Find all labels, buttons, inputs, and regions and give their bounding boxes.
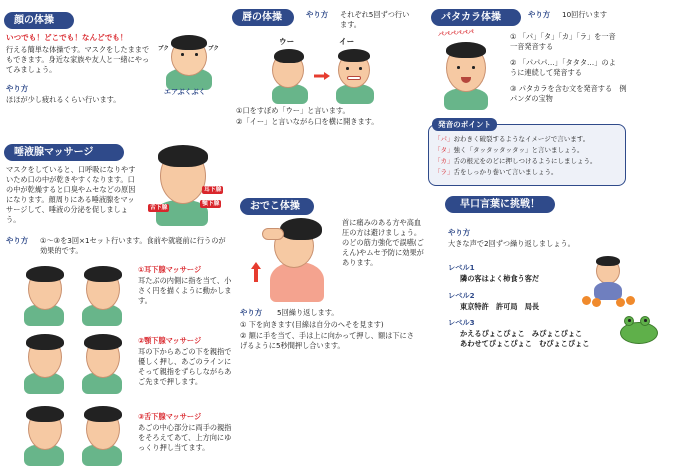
daeki-step-title: ①耳下腺マッサージ	[138, 265, 202, 274]
kuchibiru-how-label: やり方	[306, 10, 329, 19]
kao-illustration	[158, 28, 222, 92]
kuchibiru-illustration-i	[328, 46, 380, 104]
level-text: 東京特許 許可局 局長	[460, 302, 540, 311]
kao-how-text: ほほが少し疲れるくらい行います。	[6, 95, 121, 104]
hayakuchi-how-label: やり方	[448, 228, 471, 237]
daeki-description: マスクをしていると、口呼吸になりやすいため口の中が乾きやすくなります。口の中が乾燥すると口臭やムセなどの原因になります。顔周りにある唾液腺をマッサージして、唾液の分泌を促しましょう。	[6, 165, 136, 224]
gland-tag: 顎下腺	[202, 201, 220, 207]
kuchibiru-label-u: ウー	[279, 37, 295, 46]
pataka-step: ① 「パ」「タ」「カ」「ラ」を一音一音発音する	[510, 32, 616, 51]
kuchibiru-section-title: 唇の体操	[232, 9, 294, 26]
odeko-section-title: おでこ体操	[240, 198, 314, 215]
level-text: かえるぴょこぴょこ みぴょこぴょこ あわせてぴょこぴょこ むぴょこぴょこ	[460, 329, 590, 348]
kuchibiru-step: ①口をすぼめ「ウー」と言います。	[236, 106, 350, 115]
persimmon-person-illustration	[580, 256, 636, 306]
arrow-up-icon	[251, 262, 261, 282]
kuchibiru-how-text: それぞれ5回ずつ行います。	[340, 10, 410, 29]
gland-tag: 耳下腺	[204, 187, 222, 193]
pataka-step: ③ パタカラを含む文を発音する 例 パンダの宝物	[510, 84, 627, 103]
odeko-how-label: やり方	[240, 308, 263, 317]
pataka-section-title: パタカラ体操	[431, 9, 521, 26]
kao-fig-mark: プク	[158, 46, 169, 52]
kuchibiru-label-i: イー	[339, 37, 355, 46]
hayakuchi-section-title: 早口言葉に挑戦！	[445, 196, 555, 213]
pronunciation-point-title: 発音のポイント	[432, 118, 497, 131]
daeki-step2-illustration	[20, 332, 130, 394]
daeki-how-text: ①～③を3回×1セット行います。食前や就寝前に行うのが効果的です。	[40, 236, 226, 255]
hayakuchi-how-text: 大きな声で2回ずつ繰り返しましょう。	[448, 239, 575, 248]
kao-description: 行える簡単な体操です。マスクをしたままでもできます。身近な家族や友人と一緒にやってみましょう。	[6, 45, 150, 74]
odeko-description: 首に痛みのある方や高血圧の方は避けましょう。のどの筋力強化で誤嚥(ごえん)やムセ予防に効果があります。	[342, 218, 424, 267]
kao-fig-mark: プク	[208, 46, 219, 52]
daeki-step-title: ②顎下腺マッサージ	[138, 336, 202, 345]
pataka-fig-caption: パパパパパパ	[437, 28, 475, 39]
daeki-how-label: やり方	[6, 236, 29, 245]
pronunciation-point-item: 「ラ」舌をしっかり巻いて言いましょう。	[434, 168, 558, 176]
odeko-step: ① 下を向きます(目線は自分のへそを見ます)	[240, 320, 384, 329]
kuchibiru-step: ②「イー」と言いながら口を横に開きます。	[236, 117, 379, 126]
daeki-illustration	[142, 142, 228, 226]
level-label: レベル1	[448, 263, 475, 272]
pataka-how-text: 10回行います	[562, 10, 608, 19]
level-text: 隣の客はよく柿食う客だ	[460, 274, 540, 283]
pataka-how-label: やり方	[528, 10, 551, 19]
level-label: レベル3	[448, 318, 475, 327]
daeki-step1-illustration	[20, 264, 130, 326]
pataka-illustration	[436, 40, 496, 110]
odeko-step: ② 額に手を当て、手は上に向かって押し、額は下にさげるように5秒間押し合います。	[240, 331, 414, 350]
pronunciation-point-item: 「タ」強く「タッタッタッタッ」と言いましょう。	[434, 146, 584, 154]
pronunciation-point-item: 「パ」おわきく破裂するようなイメージで言います。	[434, 135, 590, 143]
pronunciation-point-item: 「カ」舌の根元をのどに押しつけるようにしましょう。	[434, 157, 597, 165]
kao-fig-caption: エアぶくぶく	[164, 88, 206, 96]
odeko-how-text: 5回繰り返します。	[277, 308, 339, 317]
pataka-step: ② 「パパパ…」「タタタ…」のように連続して発音する	[510, 58, 616, 77]
daeki-step-text: 耳たぶの内側に指を当て、小さく円を描くように動かします。	[138, 276, 232, 305]
kao-section-title: 顔の体操	[4, 12, 74, 29]
daeki-step-text: あごの中心部分に両手の親指をそろえてあて、上方向にゆっくり押し当てます。	[138, 423, 232, 452]
daeki-step-text: 耳の下からあごの下を親指で優しく押し、あごのラインにそって親指をずらしながらあご先まで押します。	[138, 347, 232, 386]
daeki-step-title: ③舌下腺マッサージ	[138, 412, 202, 421]
frog-illustration	[616, 314, 666, 348]
kuchibiru-illustration-u	[262, 46, 314, 104]
kao-how-label: やり方	[6, 84, 29, 93]
daeki-step3-illustration	[20, 404, 130, 466]
kao-slogan: いつでも！どこでも！なんどでも！	[6, 33, 128, 42]
daeki-section-title: 唾液腺マッサージ	[4, 144, 124, 161]
gland-tag: 舌下腺	[150, 205, 168, 211]
level-label: レベル2	[448, 291, 475, 300]
odeko-illustration	[248, 218, 338, 302]
